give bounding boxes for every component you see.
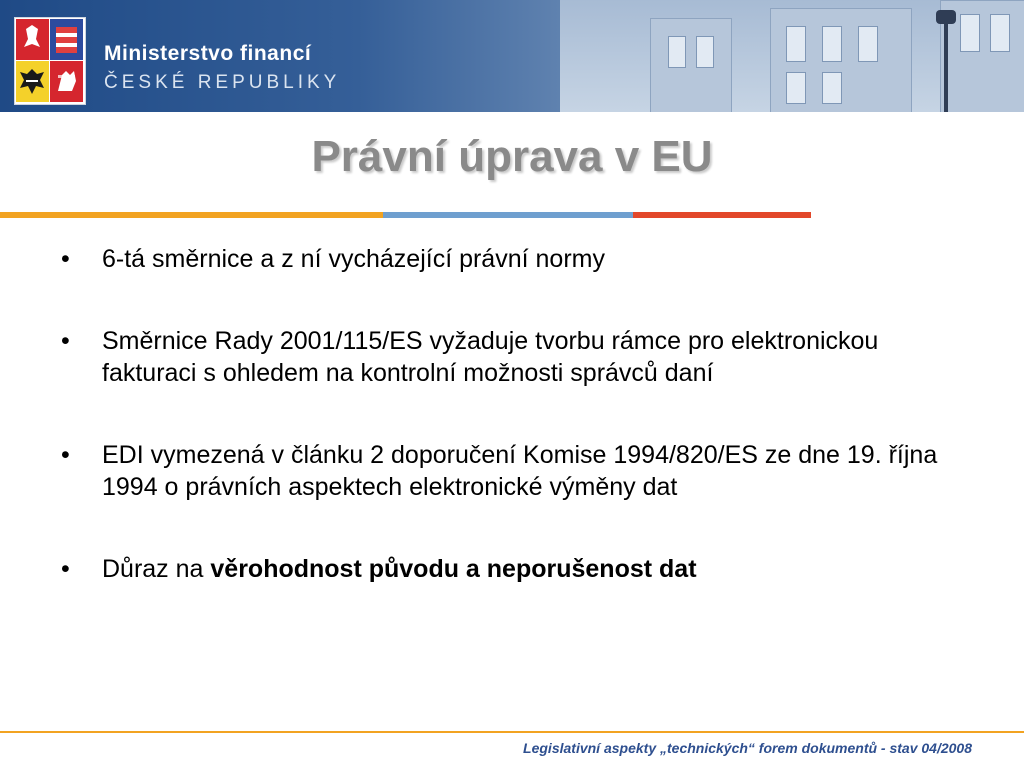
footer-rule [0,731,1024,733]
building-photo [560,0,1024,112]
ministry-name: Ministerstvo financí [104,42,312,65]
bullet-prefix: Důraz na [102,555,211,583]
header-banner [0,0,1024,112]
ministry-country: ČESKÉ REPUBLIKY [104,72,341,93]
bullet-item [58,325,958,389]
slide-title: Právní úprava v EU [311,132,713,181]
title-rule-red [633,212,811,218]
bullet-item [58,243,958,275]
title-rule-orange [0,212,383,218]
bullet-item [58,553,958,585]
title-rule-blue [383,212,633,218]
bullet-text: EDI vymezená v článku 2 doporučení Komise 1994/820/ES ze dne 19. října 1994 o právních aspektech elektronické výměny dat [102,441,938,501]
bullet-text: 6-tá směrnice a z ní vycházející právní normy [102,245,605,273]
bullet-item [58,439,958,503]
bullet-list [58,243,958,585]
bullet-text: Směrnice Rady 2001/115/ES vyžaduje tvorbu rámce pro elektronickou fakturaci s ohledem na kontrolní možnosti správců daní [102,327,879,387]
bullet-emphasis: věrohodnost původu a neporušenost dat [210,555,697,583]
footer-text: Legislativní aspekty „technických“ forem dokumentů - stav 04/2008 [523,740,972,756]
coat-of-arms-icon [14,17,86,105]
